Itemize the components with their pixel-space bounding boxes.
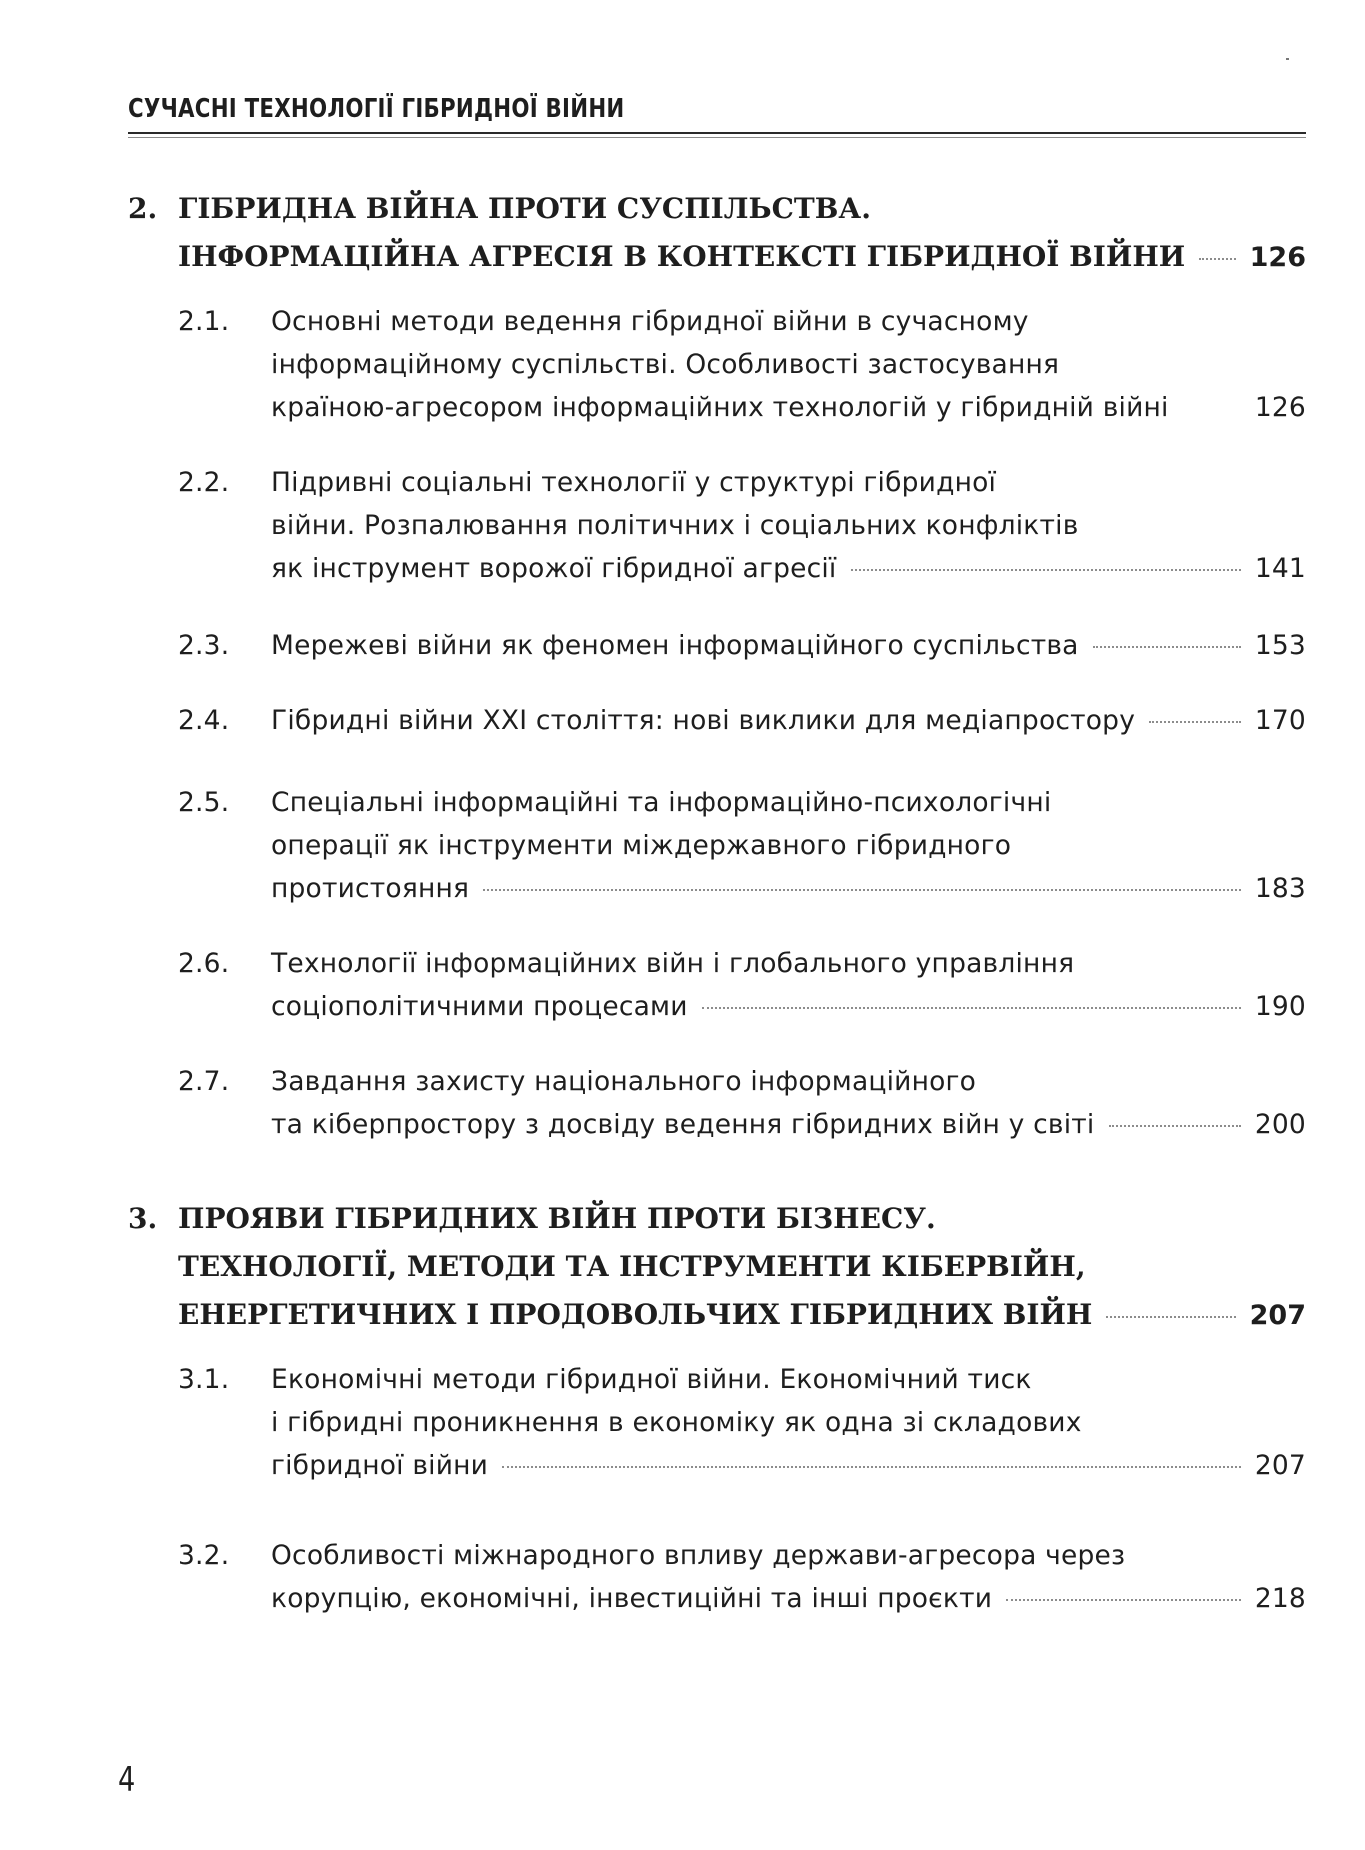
chapter-title-line-text: ЕНЕРГЕТИЧНИХ І ПРОДОВОЛЬЧИХ ГІБРИДНИХ ВІЙН	[178, 1298, 1093, 1331]
dot-leader	[1006, 1599, 1241, 1601]
dot-leader	[502, 1466, 1241, 1468]
chapter-page-number: 126	[1249, 242, 1306, 273]
section-page-number: 200	[1254, 1109, 1306, 1140]
section-2-6-entry[interactable]	[178, 948, 1306, 1034]
section-title-line: та кіберпростору з досвіду ведення гібридних війн у світі	[271, 1109, 1095, 1140]
dot-leader	[1093, 646, 1241, 648]
dot-leader	[1149, 721, 1241, 723]
chapter-title-line-text: ГІБРИДНА ВІЙНА ПРОТИ СУСПІЛЬСТВА.	[178, 192, 871, 225]
chapter-title-line	[128, 240, 1306, 288]
section-title-line: інформаційному суспільстві. Особливості застосування	[271, 349, 1060, 380]
section-title-line: Гібридні війни XXI століття: нові виклики для медіапростору	[271, 705, 1136, 736]
section-page-number: 141	[1254, 553, 1306, 584]
section-page-number: 153	[1254, 630, 1306, 661]
chapter-2-entry[interactable]	[128, 192, 1306, 288]
section-title-line: соціополітичними процесами	[271, 991, 688, 1022]
section-title-line: і гібридні проникнення в економіку як одна зі складових	[271, 1407, 1082, 1438]
section-2-1-entry[interactable]	[178, 306, 1306, 435]
section-number: 2.4.	[178, 705, 230, 736]
section-title-line: Спеціальні інформаційні та інформаційно-психологічні	[271, 787, 1052, 818]
scan-speck	[1286, 58, 1289, 60]
chapter-number: 3.	[128, 1202, 158, 1235]
section-title-line: Особливості міжнародного впливу держави-агресора через	[271, 1540, 1126, 1571]
chapter-page-number: 207	[1249, 1300, 1306, 1331]
dot-leader	[1183, 408, 1241, 410]
dot-leader	[1199, 258, 1235, 260]
section-page-number: 170	[1254, 705, 1306, 736]
section-number: 2.6.	[178, 948, 230, 979]
section-number: 2.1.	[178, 306, 230, 337]
section-2-4-entry[interactable]	[178, 705, 1306, 748]
header-rule-thin	[128, 137, 1306, 138]
dot-leader	[702, 1007, 1241, 1009]
chapter-title-line	[128, 1202, 1306, 1250]
section-title-line: Технології інформаційних війн і глобального управління	[271, 948, 1075, 979]
section-2-3-entry[interactable]	[178, 630, 1306, 673]
section-2-5-entry[interactable]	[178, 787, 1306, 916]
section-title-line: Підривні соціальні технології у структурі гібридної	[271, 467, 997, 498]
section-page-number: 218	[1254, 1583, 1306, 1614]
chapter-title-line	[128, 1298, 1306, 1346]
chapter-title-line-text: ІНФОРМАЦІЙНА АГРЕСІЯ В КОНТЕКСТІ ГІБРИДНОЇ ВІЙНИ	[178, 240, 1186, 273]
section-2-2-entry[interactable]	[178, 467, 1306, 596]
section-page-number: 207	[1254, 1450, 1306, 1481]
section-title-line: гібридної війни	[271, 1450, 489, 1481]
section-page-number: 183	[1254, 873, 1306, 904]
section-title-line: Завдання захисту національного інформаційного	[271, 1066, 977, 1097]
dot-leader	[1106, 1316, 1235, 1318]
chapter-title-line	[128, 1250, 1306, 1298]
section-title-line: корупцію, економічні, інвестиційні та інші проєкти	[271, 1583, 993, 1614]
section-3-2-entry[interactable]	[178, 1540, 1306, 1626]
section-title-line: країною-агресором інформаційних технологій у гібридній війні	[271, 392, 1169, 423]
page-number: 4	[118, 1760, 136, 1800]
section-page-number: 190	[1254, 991, 1306, 1022]
section-title-line: Основні методи ведення гібридної війни в сучасному	[271, 306, 1029, 337]
header-rule	[128, 132, 1306, 134]
chapter-number: 2.	[128, 192, 158, 225]
section-title-line: війни. Розпалювання політичних і соціальних конфліктів	[271, 510, 1079, 541]
section-2-7-entry[interactable]	[178, 1066, 1306, 1152]
section-number: 2.3.	[178, 630, 230, 661]
chapter-title-line-text: ПРОЯВИ ГІБРИДНИХ ВІЙН ПРОТИ БІЗНЕСУ.	[178, 1202, 936, 1235]
section-number: 3.2.	[178, 1540, 230, 1571]
section-title-line: Економічні методи гібридної війни. Економічний тиск	[271, 1364, 1032, 1395]
section-title-line: протистояння	[271, 873, 470, 904]
running-head: СУЧАСНІ ТЕХНОЛОГІЇ ГІБРИДНОЇ ВІЙНИ	[128, 94, 625, 124]
chapter-title-line-text: ТЕХНОЛОГІЇ, МЕТОДИ ТА ІНСТРУМЕНТИ КІБЕРВІЙН,	[178, 1250, 1086, 1283]
chapter-3-entry[interactable]	[128, 1202, 1306, 1346]
dot-leader	[483, 889, 1241, 891]
section-number: 2.5.	[178, 787, 230, 818]
dot-leader	[851, 569, 1241, 571]
section-page-number: 126	[1254, 392, 1306, 423]
section-number: 2.2.	[178, 467, 230, 498]
section-title-line: як інструмент ворожої гібридної агресії	[271, 553, 837, 584]
dot-leader	[1109, 1125, 1241, 1127]
section-title-line: Мережеві війни як феномен інформаційного суспільства	[271, 630, 1079, 661]
section-title-line: операції як інструменти міждержавного гібридного	[271, 830, 1012, 861]
section-number: 3.1.	[178, 1364, 230, 1395]
section-3-1-entry[interactable]	[178, 1364, 1306, 1493]
section-number: 2.7.	[178, 1066, 230, 1097]
chapter-title-line	[128, 192, 1306, 240]
